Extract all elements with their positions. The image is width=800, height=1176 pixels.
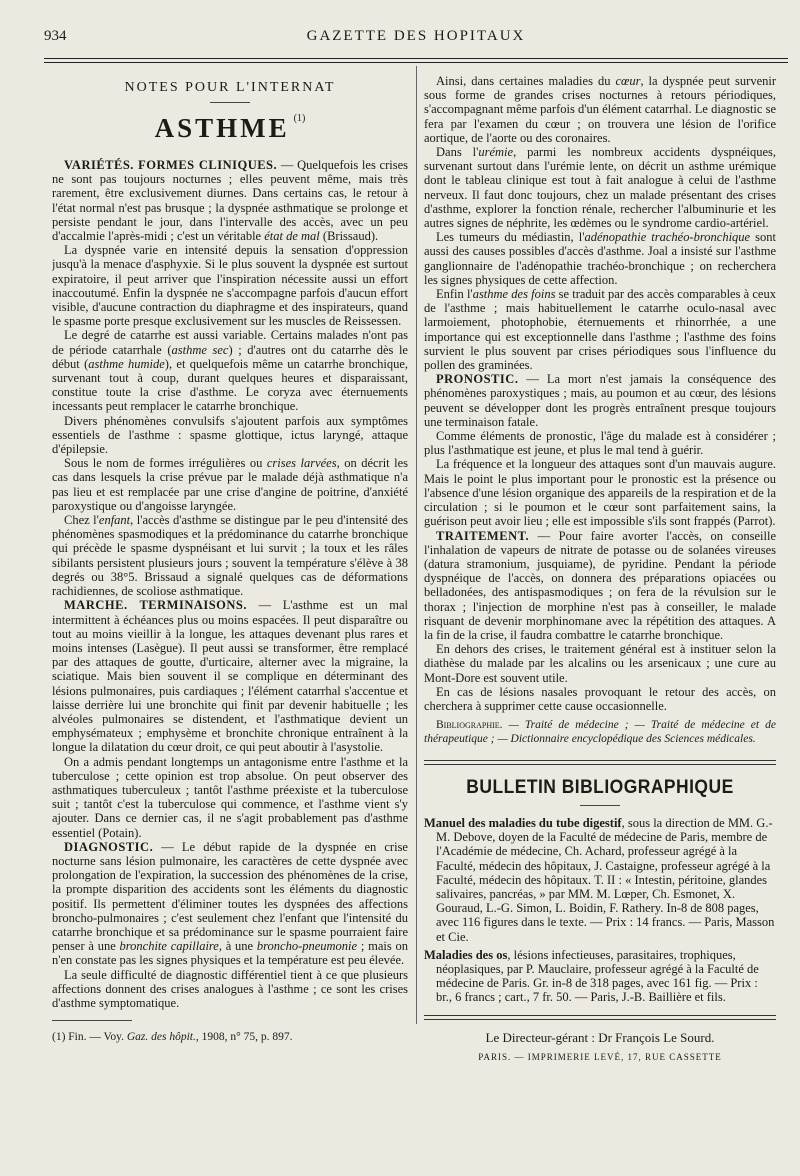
paragraph-lesions-nasales: En cas de lésions nasales provoquant le retour des accès, on cherchera à supprimer cette cause occasionnelle.: [424, 684, 776, 713]
paragraph-diagnostic: DIAGNOSTIC. — Le début rapide de la dyspnée en crise nocturne sans lésion pulmonaire, les caractères de cette dyspnée avec prolongation de l'expiration, la succession des phénomènes de la crise, la prompte disparition des accidents sont les éléments du diagnostic positif. Ils permettent d'éliminer toutes les dyspnées des affections broncho-pulmonaires ; c'est seulement chez l'enfant que l'intensité du catarrhe bronchique et sa prédominance sur le spasme pourraient faire penser à une bronchite capillaire, à une broncho-pneumonie ; mais on n'en constate pas les signes physiques et la température est peu élevée.: [52, 839, 408, 968]
signature-double-rule: [424, 1015, 776, 1020]
paragraph-mediastin: Les tumeurs du médiastin, l'adénopathie trachéo-bronchique sont aussi des causes possibles d'accès d'asthme. Joal a insisté sur l'asthme ganglionnaire de l'adénopathie trachéo-bronchique ; on recherchera les signes physiques de cette affection.: [424, 230, 776, 287]
page-number: 934: [44, 28, 67, 44]
director-signature: Le Directeur-gérant : Dr François Le Sourd.: [485, 1029, 715, 1045]
paragraph-varietes: VARIÉTÉS. FORMES CLINIQUES. — Quelquefois les crises ne sont pas toujours nocturnes ; elles peuvent même, mais très rarement, être exclusivement diurnes. Dans certains cas, le retour à l'état normal n'est pas brusque ; la dyspnée asthmatique se prolonge et persiste pendant le jour, dans l'intervalle des accès, avec un peu d'accalmie l'après-midi ; c'est un véritable état de mal (Brissaud).: [52, 158, 408, 244]
footnote: (1) Fin. — Voy. Gaz. des hôpit., 1908, n° 75, p. 897.: [52, 1031, 293, 1044]
paragraph-difficulte: La seule difficulté de diagnostic différentiel tient à ce que plusieurs affections donnent des crises analogues à l'asthme ; ce sont les crises d'asthme symptomatique.: [52, 967, 408, 1010]
bulletin-rule: [580, 805, 620, 806]
paragraph-frequence: La fréquence et la longueur des attaques sont d'un mauvais augure. Mais le point le plus important pour le pronostic est la présence ou l'absence d'une lésion organique des appareils de la respiration et de la circulation ; si le poumon et le cœur sont parfaitement sains, la guérison peut avoir lieu ; elle est impossible s'ils sont frappés (Parrot).: [424, 457, 776, 529]
paragraph-coeur: Ainsi, dans certaines maladies du cœur, la dyspnée peut survenir sous forme de grandes crises nocturnes à retours périodiques, s'accompagnant même parfois d'un élément catarrhal. Le diagnostic se fera par l'examen du cœur ; on trouvera une lésion de l'orifice aortique, de l'aorte ou des coronaires.: [424, 74, 776, 145]
title-rule: [210, 102, 250, 103]
right-column: [424, 74, 776, 1084]
header-rule-2: [44, 62, 788, 63]
article-title-note: (1): [293, 113, 306, 124]
bibliography: Bibliographie. — Traité de médecine ; — Traité de médecine et de thérapeutique ; — Dictionnaire encyclopédique des Sciences médicales.: [424, 719, 776, 745]
column-separator: [416, 66, 417, 1024]
bulletin-double-rule: [424, 760, 776, 765]
section-title: NOTES POUR L'INTERNAT: [124, 80, 336, 95]
paragraph-formes-irregulieres: Sous le nom de formes irrégulières ou crises larvées, on décrit les cas dans lesquels la crise prévue par le malade déjà asthmatique n'a pas lieu et est remplacée par une crise d'angine de poitrine, d'anxiété paroxystique ou d'angoisse laryngée.: [52, 456, 408, 513]
paragraph-asthme-des-foins: Enfin l'asthme des foins se traduit par des accès comparables à ceux de l'asthme ; mais habituellement le catarrhe oculo-nasal avec larmoiement, photophobie, éternuements et rhinorrhée, a une importance qui est exceptionnelle dans l'asthme ; l'asthme des foins survient le plus souvent par crises périodiques sous l'influence du pollen des graminées.: [424, 287, 776, 373]
bibliography-entry: Manuel des maladies du tube digestif, sous la direction de MM. G.-M. Debove, doyen de la Faculté de médecine de Paris, membre de l'Académie de médecine, Ch. Achard, professeur agrégé à la Faculté, médecin des hôpitaux, J. Castaigne, professeur agrégé à la Faculté, médecin des hôpitaux. T. II : « Intestin, péritoine, glandes salivaires, pancréas, » par MM. M. Lœper, Ch. Esmonet, X. Gouraud, L.-G. Simon, L. Boidin, F. Rathery. In-8 de 808 pages, avec 116 figures dans le texte. — Prix : 14 francs. — Paris, Masson et Cie.: [424, 815, 775, 944]
paragraph-catarrhe: Le degré de catarrhe est aussi variable. Certains malades n'ont pas de période catarrhale (asthme sec) ; d'autres ont du catarrhe dès le début (asthme humide), et quelquefois même un catarrhe bronchique, survenant tout à coup, durant quelques heures et disparaissant, constitue toute la crise d'asthme. Le coryza avec éternuements incessants peut remplacer le catarrhe bronchique.: [52, 328, 408, 414]
paragraph-traitement: TRAITEMENT. — Pour faire avorter l'accès, on conseille l'inhalation de vapeurs de nitrate de potasse ou de solanées vireuses (datura stramonium, jusquiame), de pyridine. Pendant la période dyspnéique de l'accès, on donnera des préparations opiacées ou belladonées, des antispasmodiques ; on fera de la révulsion sur le thorax ; l'injection de morphine n'est pas à conseiller, le malade risquant de devenir morphinomane avec la répétition des attaques. A la fin de la crise, il faudra combattre le catarrhe bronchique.: [424, 528, 776, 642]
bulletin-title: BULLETIN BIBLIOGRAPHIQUE: [466, 776, 734, 798]
paragraph-traitement-general: En dehors des crises, le traitement général est à instituer selon la diathèse du malade par les alcalins ou les arsenicaux ; une cure au Mont-Dore est souvent utile.: [424, 642, 776, 685]
paragraph-convulsifs: Divers phénomènes convulsifs s'ajoutent parfois aux symptômes essentiels de l'asthme : spasme glottique, ictus laryngé, attaque d'épilepsie.: [52, 413, 408, 457]
paragraph-pronostic: PRONOSTIC. — La mort n'est jamais la conséquence des phénomènes paroxystiques ; mais, au poumon et au cœur, des lésions peuvent se développer dont les progrès entraînent presque toujours une terminaison fatale.: [424, 372, 776, 429]
paragraph-tuberculose: On a admis pendant longtemps un antagonisme entre l'asthme et la tuberculose ; cette opinion est trop absolue. On peut observer des asthmatiques tuberculeux ; tantôt l'asthme préexiste et la tuberculose suit ; tantôt c'est la tuberculose qui commence, et l'asthme vient s'y ajouter. Dans ce dernier cas, il ne s'agit probablement pas d'asthme essentiel (Potain).: [52, 754, 408, 840]
footnote-rule: [52, 1020, 132, 1021]
article-title: [52, 113, 408, 144]
header-rule: [44, 58, 788, 59]
paragraph-age: Comme éléments de pronostic, l'âge du malade est à considérer ; plus l'asthmatique est jeune, et plus le mal tend à guérir.: [424, 429, 776, 458]
imprint-line: PARIS. — IMPRIMERIE LEVÉ, 17, RUE CASSETTE: [478, 1051, 722, 1062]
bibliography-entry: Maladies des os, lésions infectieuses, parasitaires, trophiques, néoplasiques, par P. Mauclaire, professeur agrégé à la Faculté de médecine de Paris. Gr. in-8 de 318 pages, avec 161 fig. — Prix : br., 6 francs ; cart., 7 fr. 50. — Paris, J.-B. Baillière et fils.: [424, 947, 759, 1005]
paragraph-dyspnee: La dyspnée varie en intensité depuis la sensation d'oppression jusqu'à la menace d'asphyxie. Si le plus souvent la dyspnée est surtout expiratoire, il peut arriver que l'inspiration nécessite aussi un effort inaccoutumé. Enfin la dyspnée ne s'accompagne parfois d'aucun effort visible, d'aucune contraction du diaphragme et des inspirateurs, quand le spasme porte presque exclusivement sur les muscles de Reissessen.: [52, 243, 408, 329]
running-title: GAZETTE DES HOPITAUX: [306, 28, 526, 44]
left-column: [52, 74, 408, 1074]
page-header: [44, 26, 788, 50]
article-title-text: ASTHME: [154, 113, 290, 143]
paragraph-enfant: Chez l'enfant, l'accès d'asthme se distingue par le peu d'intensité des phénomènes spasmodiques et la prédominance du catarrhe bronchique qui précède le spasme dyspnéisant et lui survit ; la toux et les râles sibilants persistent plusieurs jours ; souvent la température s'élève à 38 degrés ou 38°5. Brissaud a signalé quelques cas de déformations rachidiennes, de scoliose asthmatique.: [52, 513, 408, 599]
paragraph-uremie: Dans l'urémie, parmi les nombreux accidents dyspnéiques, survenant surtout dans l'urémie lente, on décrit un asthme urémique dont le tableau clinique est tout à fait analogue à celui de l'asthme nerveux. Il faut donc toujours, chez un malade présentant des crises d'asthme, explorer la fonction rénale, rechercher l'albuminurie et les autres signes de néphrite, les œdèmes ou le syndrome cardio-artériel.: [424, 145, 776, 231]
paragraph-marche: MARCHE. TERMINAISONS. — L'asthme est un mal intermittent à échéances plus ou moins espacées. Il peut disparaître ou tout au moins vieillir à la longue, les attaques devenant plus rares et moins intenses (Lasègue). Il peut aussi se transformer, être remplacé par des attaques de goutte, d'urticaire, alterner avec la migraine, la sciatique. Mais bien souvent il se complique en déterminant des lésions pulmonaires, puis cardiaques ; l'élément catarrhal s'accentue et laisse derrière lui une bronchite qui finit par devenir habituelle ; les alvéoles pulmonaires se distendent, et l'asthmatique devient un emphysémateux ; emphysème et bronchite chronique entraînent à la longue la dilatation du cœur droit, ce qui peut aboutir à l'asystolie.: [52, 598, 408, 755]
